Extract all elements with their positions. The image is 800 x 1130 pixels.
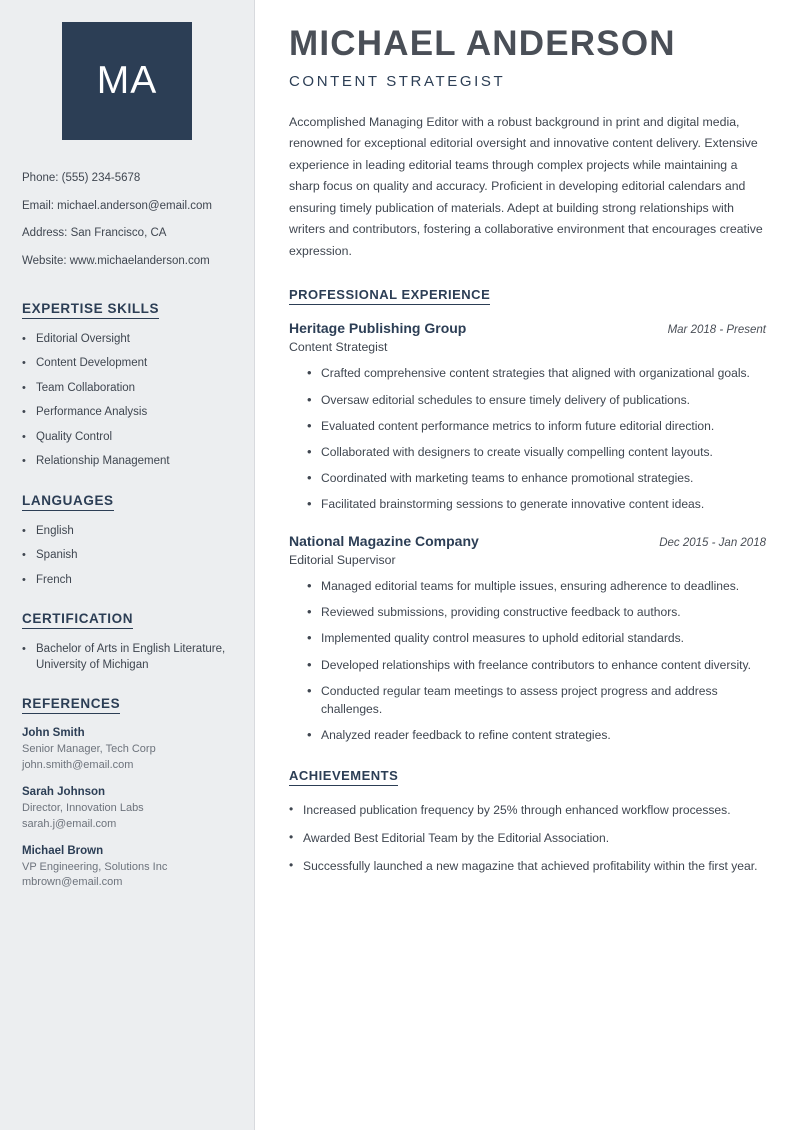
list-item: • Successfully launched a new magazine that achieved profitability within the first year. xyxy=(289,857,766,875)
list-item: • Reviewed submissions, providing constructive feedback to authors. xyxy=(307,603,766,621)
list-item: • English xyxy=(22,524,232,540)
languages-section xyxy=(22,492,232,589)
list-item: • Team Collaboration xyxy=(22,381,232,397)
reference-email: mbrown@email.com xyxy=(22,876,123,889)
references-section xyxy=(22,695,232,890)
skills-section xyxy=(22,300,232,470)
languages-list xyxy=(22,524,232,589)
contact-website: Website: www.michaelanderson.com xyxy=(22,255,210,268)
achievements-heading: ACHIEVEMENTS xyxy=(289,768,398,786)
contact-list xyxy=(22,170,232,270)
skills-heading: EXPERTISE SKILLS xyxy=(22,301,159,319)
experience-entry xyxy=(289,320,766,513)
list-item: • French xyxy=(22,573,232,589)
list-item: • Content Development xyxy=(22,356,232,372)
experience-dates: Mar 2018 - Present xyxy=(667,324,766,337)
reference-item xyxy=(22,845,232,891)
profile-summary: Accomplished Managing Editor with a robust background in print and digital media, renowned for exceptional editorial oversight and innovative content delivery. Extensive experience in leading editorial teams through complex projects while maintaining a sharp focus on quality and accuracy. Proficient in developing editorial calendars and ensuring timely publication of materials. Adept at building strong relationships with writers and contributors, fostering a collaborative environment that encourages creative expression. xyxy=(289,114,763,258)
experience-duty-list xyxy=(289,577,766,744)
list-item: • Oversaw editorial schedules to ensure timely delivery of publications. xyxy=(307,391,766,409)
certification-section xyxy=(22,610,232,673)
professional-title: CONTENT STRATEGIST xyxy=(289,72,506,90)
experience-role: Content Strategist xyxy=(289,340,388,355)
list-item: • Analyzed reader feedback to refine content strategies. xyxy=(307,726,766,744)
list-item: • Collaborated with designers to create visually compelling content layouts. xyxy=(307,443,766,461)
experience-header xyxy=(289,320,766,336)
list-item: • Bachelor of Arts in English Literature, University of Michigan xyxy=(22,642,232,673)
achievements-list xyxy=(289,801,766,875)
page-title: MICHAEL ANDERSON xyxy=(289,24,676,63)
languages-heading: LANGUAGES xyxy=(22,493,114,511)
reference-item xyxy=(22,727,232,773)
list-item: • Spanish xyxy=(22,548,232,564)
monogram-container xyxy=(22,22,232,140)
avatar-monogram: MA xyxy=(62,22,192,140)
reference-name: Michael Brown xyxy=(22,844,104,857)
experience-company: Heritage Publishing Group xyxy=(289,320,467,337)
skills-list xyxy=(22,332,232,470)
experience-role: Editorial Supervisor xyxy=(289,553,396,568)
experience-company: National Magazine Company xyxy=(289,533,479,550)
list-item: • Developed relationships with freelance contributors to enhance content diversity. xyxy=(307,656,766,674)
list-item: • Performance Analysis xyxy=(22,405,232,421)
list-item: • Coordinated with marketing teams to enhance promotional strategies. xyxy=(307,469,766,487)
reference-email: john.smith@email.com xyxy=(22,758,134,771)
contact-email: Email: michael.anderson@email.com xyxy=(22,199,212,212)
experience-duty-list xyxy=(289,364,766,513)
reference-email: sarah.j@email.com xyxy=(22,817,117,830)
main-content xyxy=(255,0,800,1130)
list-item: • Increased publication frequency by 25% through enhanced workflow processes. xyxy=(289,801,766,819)
list-item: • Evaluated content performance metrics to inform future editorial direction. xyxy=(307,417,766,435)
certification-list xyxy=(22,642,232,673)
list-item: • Implemented quality control measures to uphold editorial standards. xyxy=(307,629,766,647)
list-item: • Awarded Best Editorial Team by the Editorial Association. xyxy=(289,829,766,847)
reference-name: John Smith xyxy=(22,727,85,740)
contact-address: Address: San Francisco, CA xyxy=(22,227,167,240)
list-item: • Crafted comprehensive content strategies that aligned with organizational goals. xyxy=(307,364,766,382)
list-item: • Managed editorial teams for multiple issues, ensuring adherence to deadlines. xyxy=(307,577,766,595)
list-item: • Conducted regular team meetings to assess project progress and address challenges. xyxy=(307,682,766,718)
experience-heading: PROFESSIONAL EXPERIENCE xyxy=(289,287,490,305)
references-heading: REFERENCES xyxy=(22,696,120,714)
reference-name: Sarah Johnson xyxy=(22,786,106,799)
experience-entry xyxy=(289,533,766,744)
contact-phone: Phone: (555) 234-5678 xyxy=(22,172,141,184)
list-item: • Facilitated brainstorming sessions to generate innovative content ideas. xyxy=(307,495,766,513)
reference-role: VP Engineering, Solutions Inc xyxy=(22,860,168,873)
reference-item xyxy=(22,786,232,832)
list-item: • Relationship Management xyxy=(22,454,232,470)
reference-role: Senior Manager, Tech Corp xyxy=(22,743,156,756)
reference-role: Director, Innovation Labs xyxy=(22,802,144,815)
list-item: • Quality Control xyxy=(22,430,232,446)
experience-dates: Dec 2015 - Jan 2018 xyxy=(659,537,766,550)
sidebar xyxy=(0,0,255,1130)
experience-header xyxy=(289,533,766,549)
certification-heading: CERTIFICATION xyxy=(22,611,133,629)
list-item: • Editorial Oversight xyxy=(22,332,232,348)
